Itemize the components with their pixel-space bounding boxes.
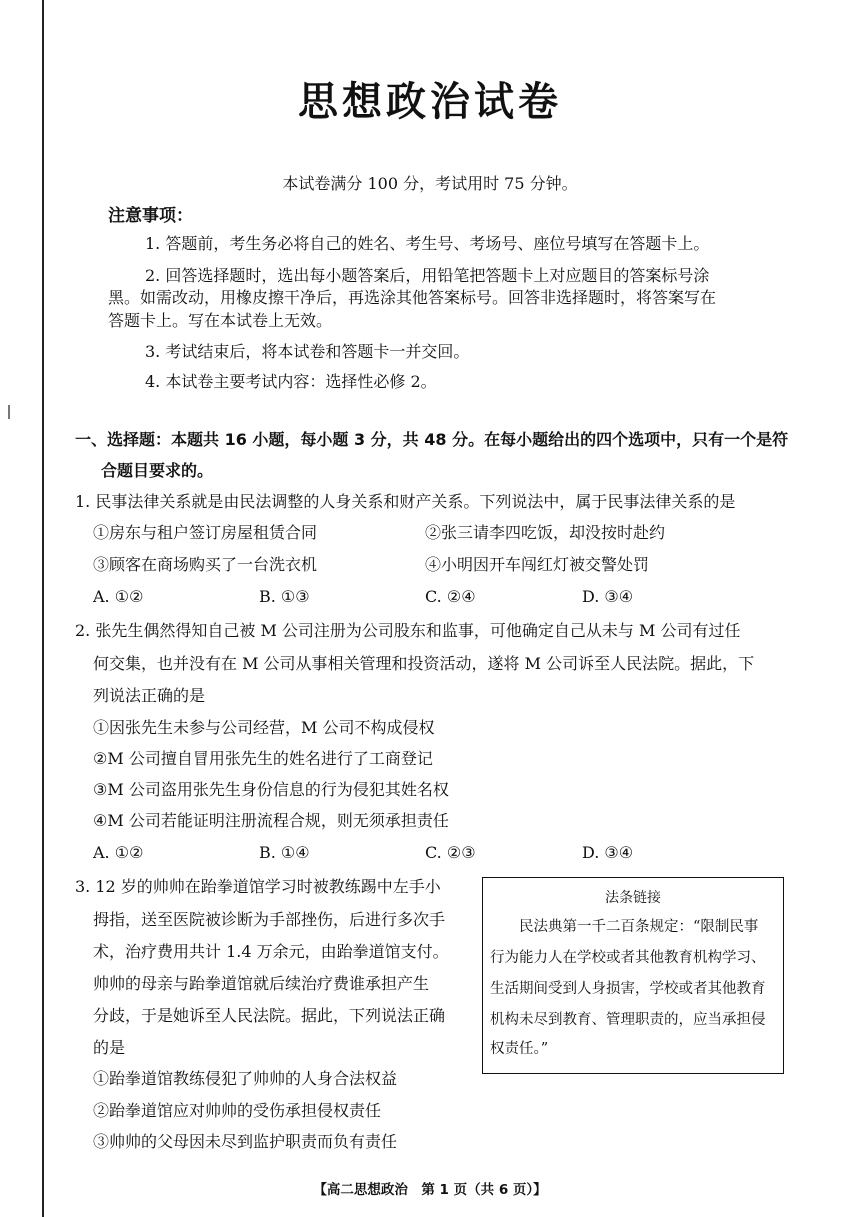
notice-line: 黑。如需改动，用橡皮擦干净后，再选涂其他答案标号。回答非选择题时，将答案写在 (108, 288, 717, 307)
question-3-stem: 的是 (93, 1038, 126, 1057)
q2-option-a: A. ①② (93, 843, 144, 862)
law-link-box (482, 877, 784, 1074)
question-3-stem: 帅帅的母亲与跆拳道馆就后续治疗费谁承担产生 (93, 974, 430, 993)
question-2-stem: 何交集，也并没有在 M 公司从事相关管理和投资活动，遂将 M 公司诉至人民法院。据此，下 (93, 654, 755, 673)
question-3-stem: 分歧，于是她诉至人民法院。据此，下列说法正确 (93, 1006, 446, 1025)
q1-statement-3: ③顾客在商场购买了一台洗衣机 (93, 555, 318, 574)
question-3-stem: 术，治疗费用共计 1.4 万余元，由跆拳道馆支付。 (93, 942, 449, 961)
notice-line: 2. 回答选择题时，选出每小题答案后，用铅笔把答题卡上对应题目的答案标号涂 (145, 266, 710, 285)
notice-line: 1. 答题前，考生务必将自己的姓名、考生号、考场号、座位号填写在答题卡上。 (145, 234, 710, 253)
margin-mark (8, 405, 10, 419)
question-2-stem: 列说法正确的是 (93, 686, 206, 705)
law-link-line: 机构未尽到教育、管理职责的，应当承担侵 (490, 1012, 766, 1028)
q1-option-a: A. ①② (93, 587, 144, 606)
notice-line: 4. 本试卷主要考试内容：选择性必修 2。 (145, 372, 437, 391)
page-footer: 【高二思想政治 第 1 页（共 6 页）】 (313, 1182, 547, 1198)
law-link-title: 法条链接 (605, 890, 661, 906)
q1-statement-4: ④小明因开车闯红灯被交警处罚 (425, 555, 650, 574)
page-title: 思想政治试卷 (298, 79, 562, 125)
q2-option-d: D. ③④ (582, 843, 634, 862)
q3-statement-3: ③帅帅的父母因未尽到监护职责而负有责任 (93, 1132, 398, 1151)
law-link-line: 生活期间受到人身损害，学校或者其他教育 (490, 981, 766, 997)
q1-option-d: D. ③④ (582, 587, 634, 606)
q2-statement-2: ②M 公司擅自冒用张先生的姓名进行了工商登记 (93, 749, 433, 768)
q3-statement-2: ②跆拳道馆应对帅帅的受伤承担侵权责任 (93, 1101, 382, 1120)
section-heading: 一、选择题：本题共 16 小题，每小题 3 分，共 48 分。在每小题给出的四个选项中，只有一个是符 (75, 430, 789, 449)
law-link-line: 权责任。” (490, 1041, 549, 1057)
q1-option-b: B. ①③ (259, 587, 310, 606)
q1-statement-1: ①房东与租户签订房屋租赁合同 (93, 523, 318, 542)
question-1-stem: 1. 民事法律关系就是由民法调整的人身关系和财产关系。下列说法中，属于民事法律关系的是 (75, 492, 736, 511)
notice-line: 3. 考试结束后，将本试卷和答题卡一并交回。 (145, 342, 470, 361)
question-3-stem: 拇指，送至医院被诊断为手部挫伤，后进行多次手 (93, 910, 446, 929)
q2-statement-4: ④M 公司若能证明注册流程合规，则无须承担责任 (93, 811, 449, 830)
law-link-line: 民法典第一千二百条规定：“限制民事 (519, 919, 759, 935)
notice-line: 答题卡上。写在本试卷上无效。 (108, 311, 333, 330)
q2-option-b: B. ①④ (259, 843, 310, 862)
q3-statement-1: ①跆拳道馆教练侵犯了帅帅的人身合法权益 (93, 1069, 398, 1088)
question-3-stem: 3. 12 岁的帅帅在跆拳道馆学习时被教练踢中左手小 (75, 877, 441, 896)
law-link-line: 行为能力人在学校或者其他教育机构学习、 (490, 950, 766, 966)
exam-info: 本试卷满分 100 分，考试用时 75 分钟。 (282, 174, 578, 193)
q2-option-c: C. ②③ (425, 843, 476, 862)
q2-statement-3: ③M 公司盗用张先生身份信息的行为侵犯其姓名权 (93, 780, 449, 799)
question-2-stem: 2. 张先生偶然得知自己被 M 公司注册为公司股东和监事，可他确定自己从未与 M 公司有过任 (75, 621, 741, 640)
notice-heading: 注意事项： (108, 206, 193, 226)
section-heading-cont: 合题目要求的。 (101, 461, 214, 480)
q1-option-c: C. ②④ (425, 587, 476, 606)
q1-statement-2: ②张三请李四吃饭，却没按时赴约 (425, 523, 666, 542)
q2-statement-1: ①因张先生未参与公司经营，M 公司不构成侵权 (93, 718, 435, 737)
